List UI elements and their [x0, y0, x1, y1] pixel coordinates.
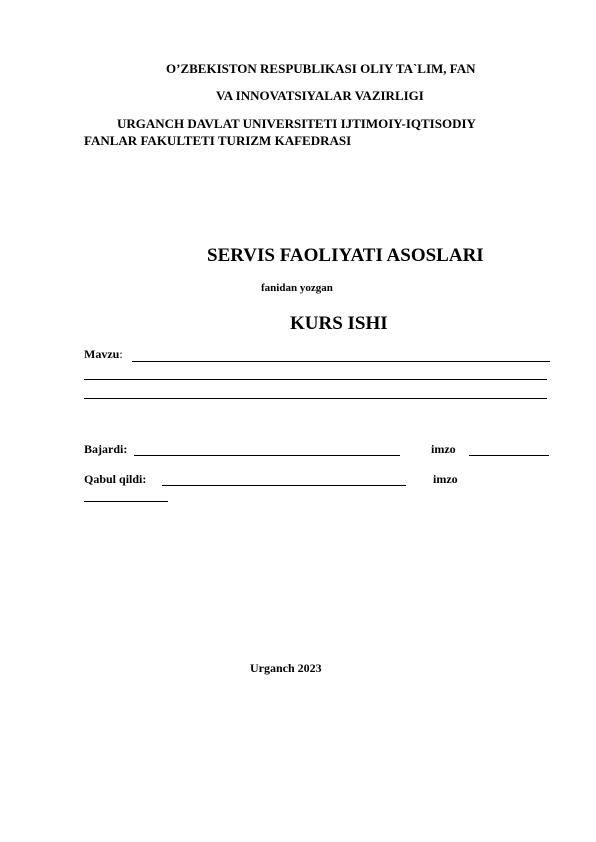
performer-label: Bajardi: [84, 442, 128, 456]
accepted-blank-line [162, 485, 406, 486]
work-type-title: KURS ISHI [290, 313, 388, 334]
accepted-signature-label: imzo [433, 472, 458, 486]
topic-blank-line-2 [84, 379, 547, 380]
performer-signature-label: imzo [431, 442, 456, 456]
topic-blank-line-1 [132, 361, 550, 362]
university-line-1: URGANCH DAVLAT UNIVERSITETI IJTIMOIY-IQTISODIY [117, 116, 476, 131]
accepted-signature-blank [84, 501, 168, 502]
ministry-line-1: O’ZBEKISTON RESPUBLIKASI OLIY TA`LIM, FAN [166, 61, 476, 76]
topic-blank-line-3 [84, 398, 547, 399]
accepted-label: Qabul qildi: [84, 472, 147, 486]
subject-title: SERVIS FAOLIYATI ASOSLARI [207, 245, 484, 266]
performer-blank-line [134, 455, 400, 456]
topic-label: Mavzu: [84, 347, 123, 361]
performer-signature-blank [469, 455, 549, 456]
city-year: Urganch 2023 [250, 661, 322, 675]
ministry-line-2: VA INNOVATSIYALAR VAZIRLIGI [216, 88, 424, 103]
university-line-2: FANLAR FAKULTETI TURIZM KAFEDRASI [84, 133, 352, 148]
written-for-label: fanidan yozgan [261, 282, 333, 294]
